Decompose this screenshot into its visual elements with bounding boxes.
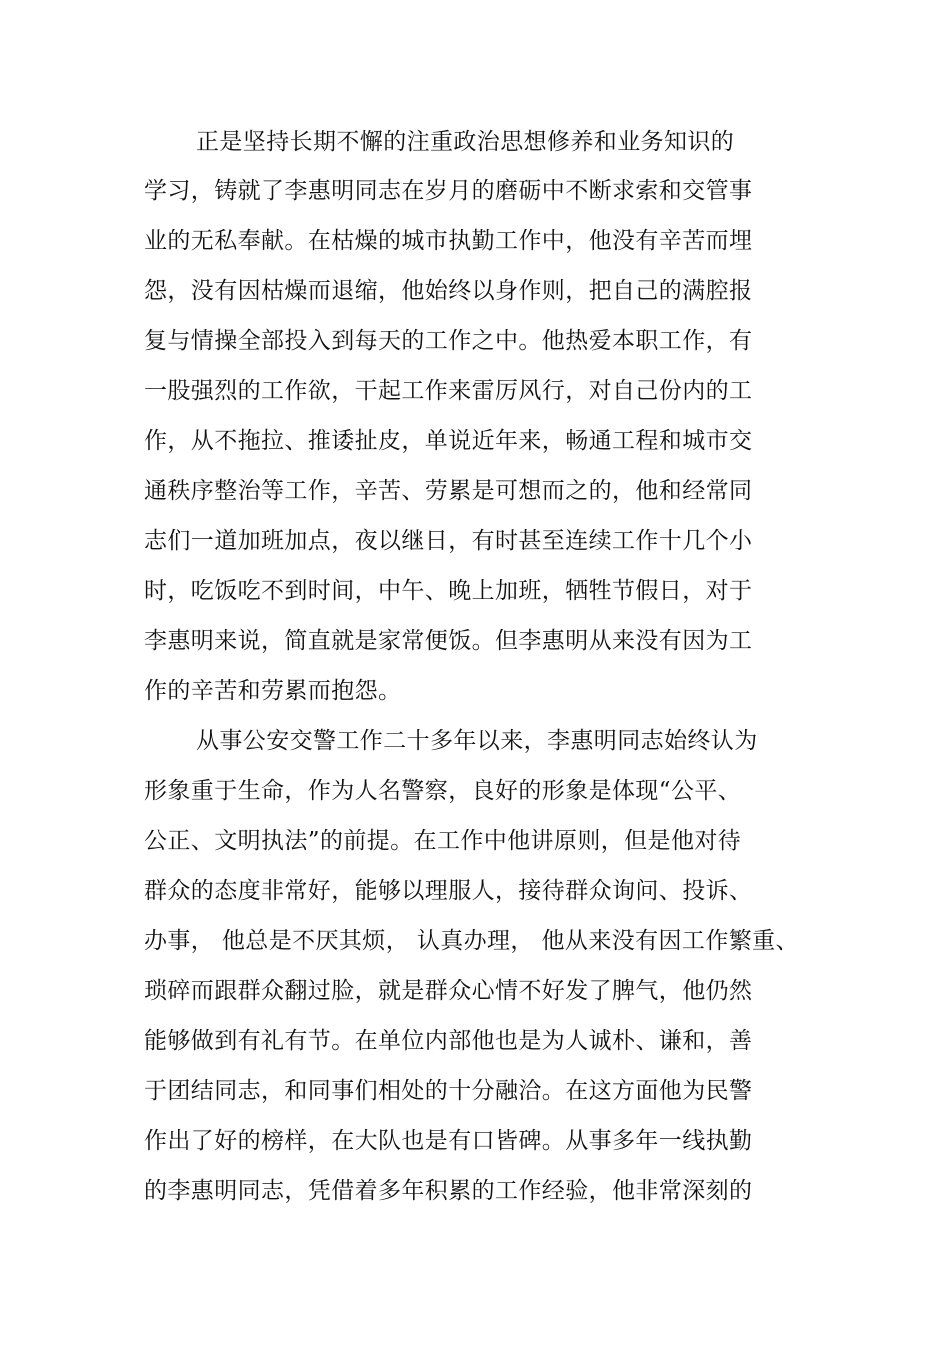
- paragraph-2-line-4: 群众的态度非常好，能够以理服人，接待群众询问、投诉、: [144, 878, 753, 904]
- paragraph-2-line-3: 公正、文明执法”的前提。在工作中他讲原则，但是他对待: [144, 828, 742, 854]
- paragraph-1-line-11: 李惠明来说，简直就是家常便饭。但李惠明从来没有因为工: [144, 628, 753, 654]
- paragraph-1-line-10: 时，吃饭吃不到时间，中午、晚上加班，牺牲节假日，对于: [144, 578, 753, 604]
- paragraph-2-line-7: 能够做到有礼有节。在单位内部他也是为人诚朴、谦和，善: [144, 1028, 753, 1054]
- paragraph-1-line-1: 正是坚持长期不懈的注重政治思想修养和业务知识的: [196, 129, 735, 155]
- paragraph-1-line-12: 作的辛苦和劳累而抱怨。: [144, 678, 402, 704]
- paragraph-1-line-9: 志们一道加班加点，夜以继日，有时甚至连续工作十几个小: [144, 528, 753, 554]
- paragraph-2-line-6: 琐碎而跟群众翻过脸，就是群众心情不好发了脾气，他仍然: [144, 978, 753, 1004]
- paragraph-1-line-3: 业的无私奉献。在枯燥的城市执勤工作中，他没有辛苦而埋: [144, 228, 753, 254]
- paragraph-1-line-4: 怨，没有因枯燥而退缩，他始终以身作则，把自己的满腔报: [144, 278, 753, 304]
- paragraph-1-line-2: 学习，铸就了李惠明同志在岁月的磨砺中不断求索和交管事: [144, 178, 753, 204]
- paragraph-1-line-5: 复与情操全部投入到每天的工作之中。他热爱本职工作，有: [144, 328, 753, 354]
- paragraph-1-line-7: 作，从不拖拉、推诿扯皮，单说近年来，畅通工程和城市交: [144, 428, 753, 454]
- paragraph-1-line-8: 通秩序整治等工作，辛苦、劳累是可想而之的，他和经常同: [144, 478, 753, 504]
- paragraph-1-line-6: 一股强烈的工作欲，干起工作来雷厉风行，对自己份内的工: [144, 378, 753, 404]
- paragraph-2-line-8: 于团结同志，和同事们相处的十分融洽。在这方面他为民警: [144, 1078, 753, 1104]
- paragraph-2-line-5: 办事， 他总是不厌其烦， 认真办理， 他从来没有因工作繁重、: [144, 928, 799, 954]
- paragraph-2-line-2: 形象重于生命，作为人名警察，良好的形象是体现“公平、: [144, 778, 742, 804]
- paragraph-2-line-9: 作出了好的榜样，在大队也是有口皆碑。从事多年一线执勤: [144, 1128, 753, 1154]
- paragraph-2-line-10: 的李惠明同志，凭借着多年积累的工作经验，他非常深刻的: [144, 1178, 753, 1204]
- paragraph-2-line-1: 从事公安交警工作二十多年以来，李惠明同志始终认为: [196, 728, 758, 754]
